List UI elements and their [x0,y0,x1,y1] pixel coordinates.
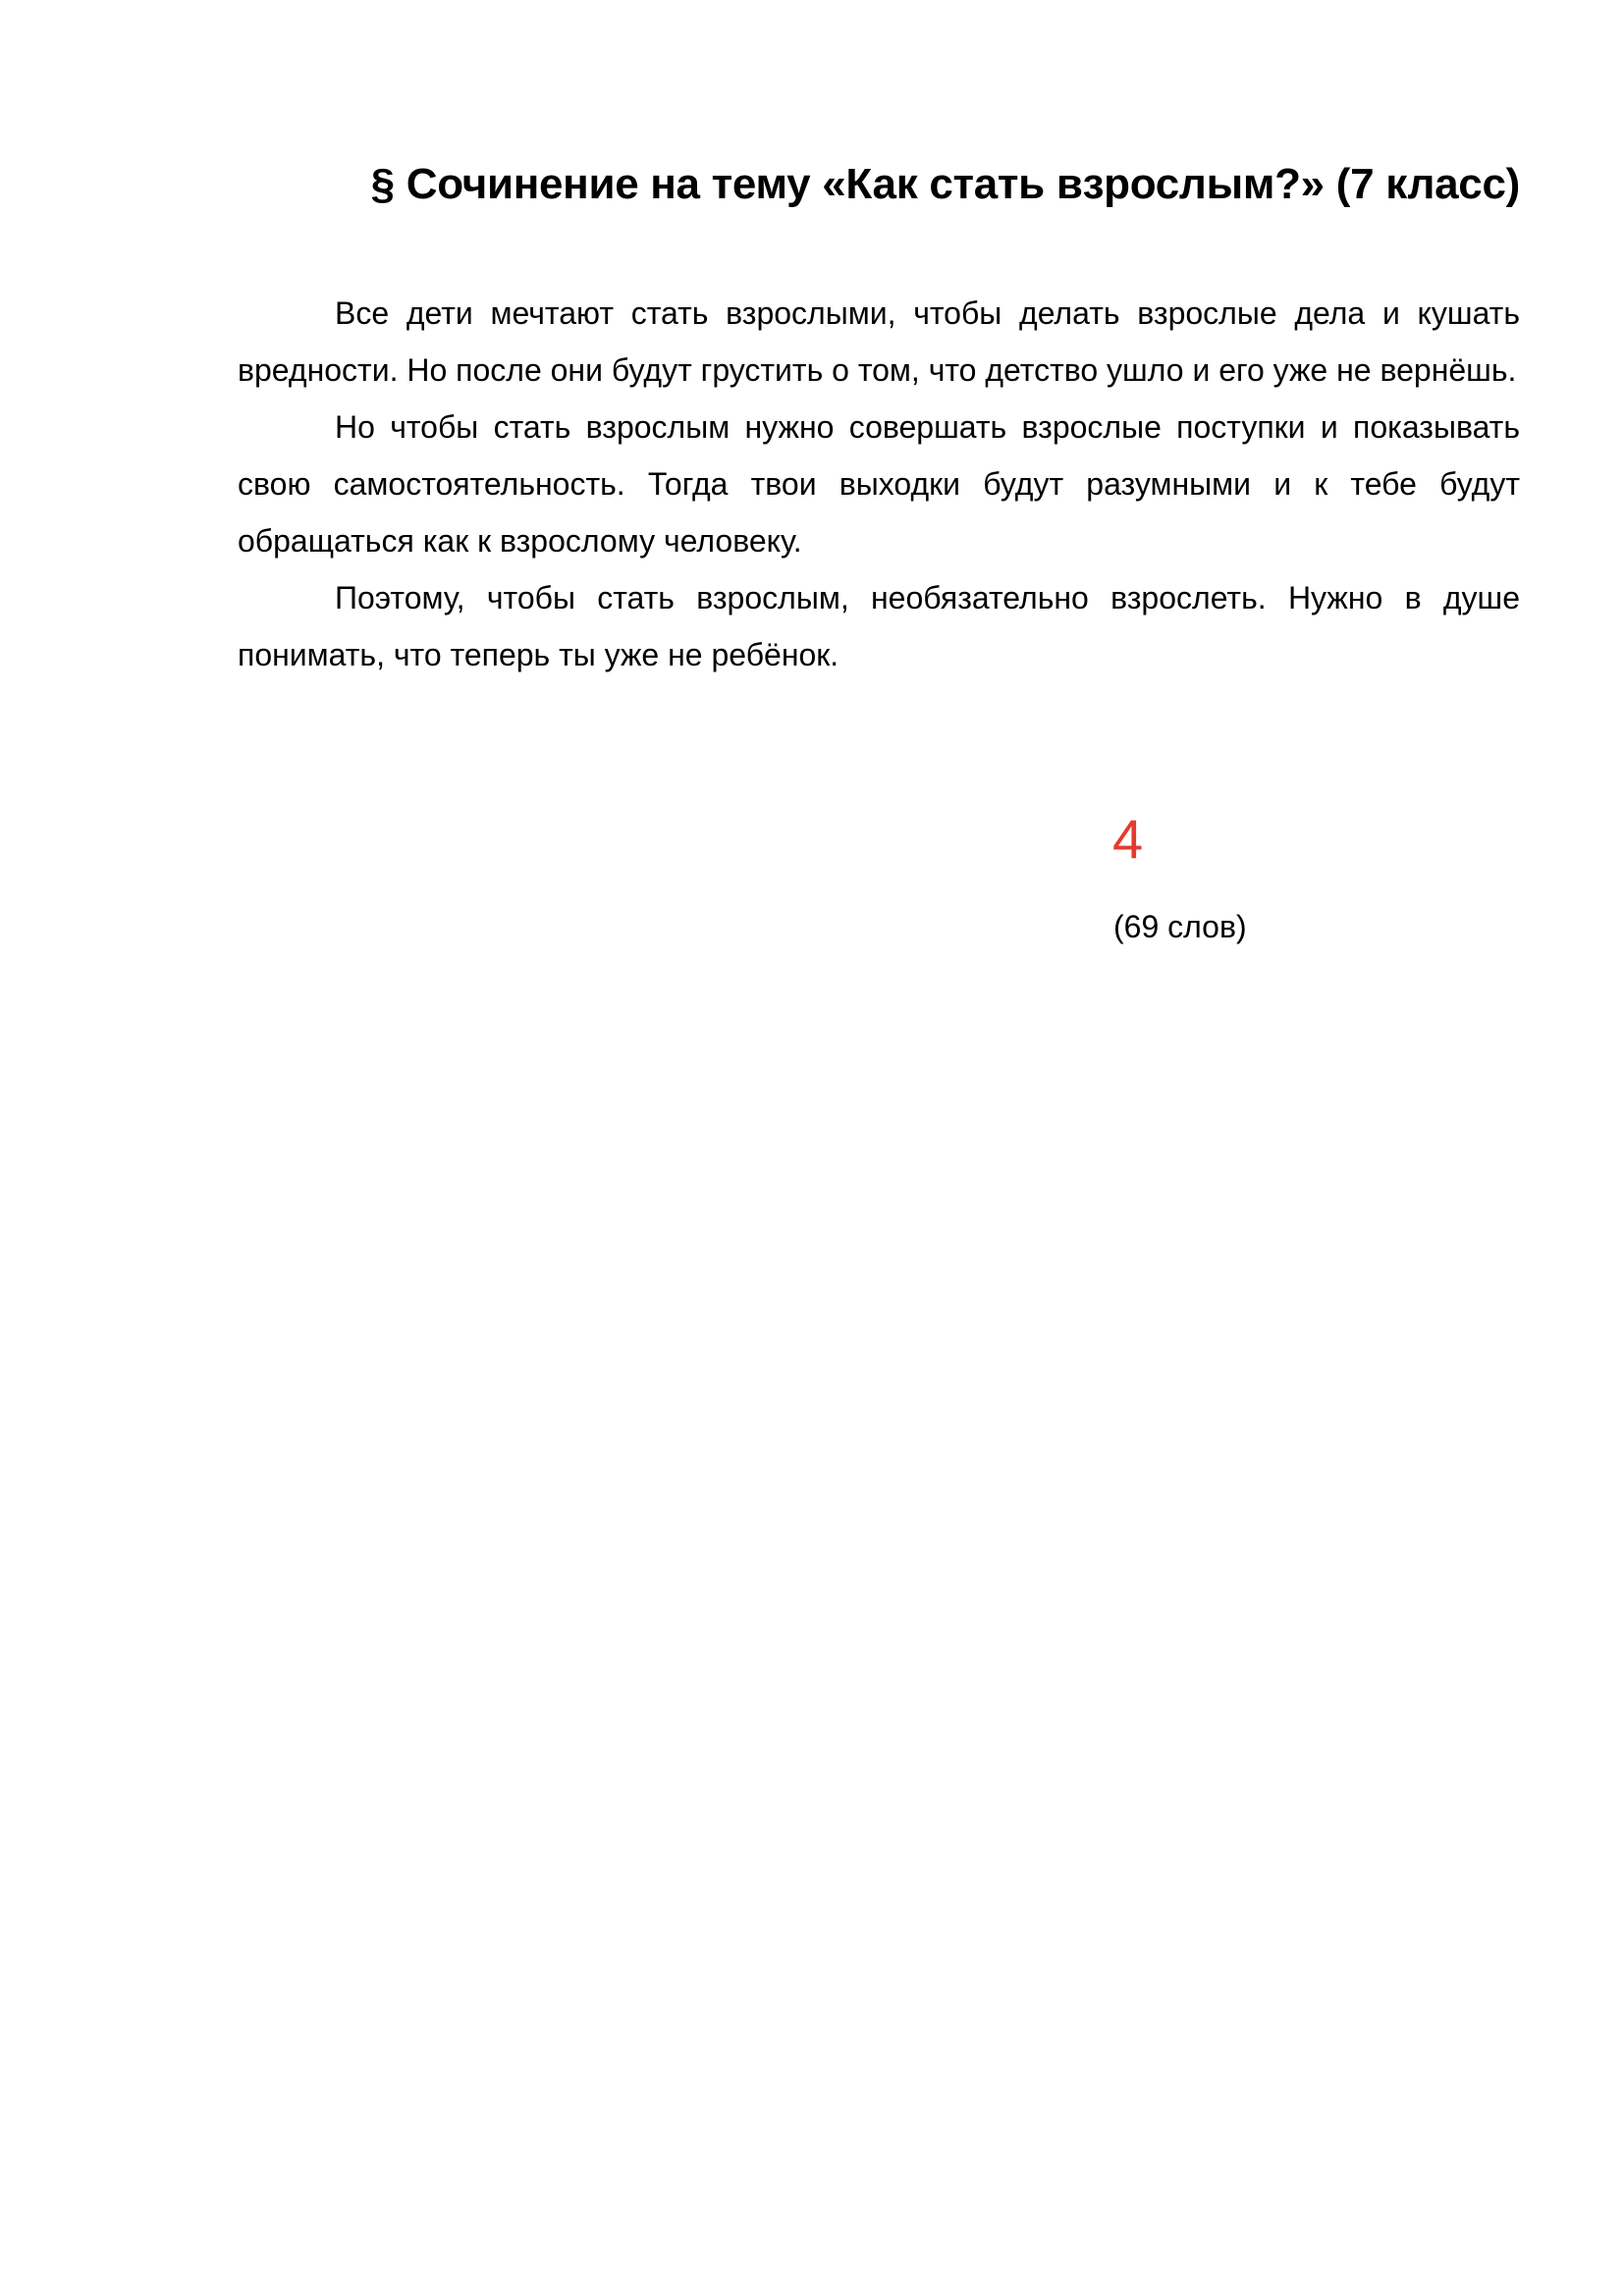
paragraph-3: Поэтому, чтобы стать взрослым, необязательно взрослеть. Нужно в душе понимать, что теперь ты уже не ребёнок. [238,580,1520,672]
grade-mark: 4 [1112,808,1144,870]
word-count: (69 слов) [1113,909,1247,944]
paragraph-1: Все дети мечтают стать взрослыми, чтобы делать взрослые дела и кушать вредности. Но после они будут грустить о том, что детство ушло и его уже не вернёшь. [238,295,1520,388]
paragraph-2: Но чтобы стать взрослым нужно совершать взрослые поступки и показывать свою самостоятельность. Тогда твои выходки будут разумными и к тебе будут обращаться как к взрослому человеку. [238,409,1520,559]
essay-body [238,285,1520,683]
essay-title: § Сочинение на тему «Как стать взрослым?» (7 класс) [370,160,1520,208]
